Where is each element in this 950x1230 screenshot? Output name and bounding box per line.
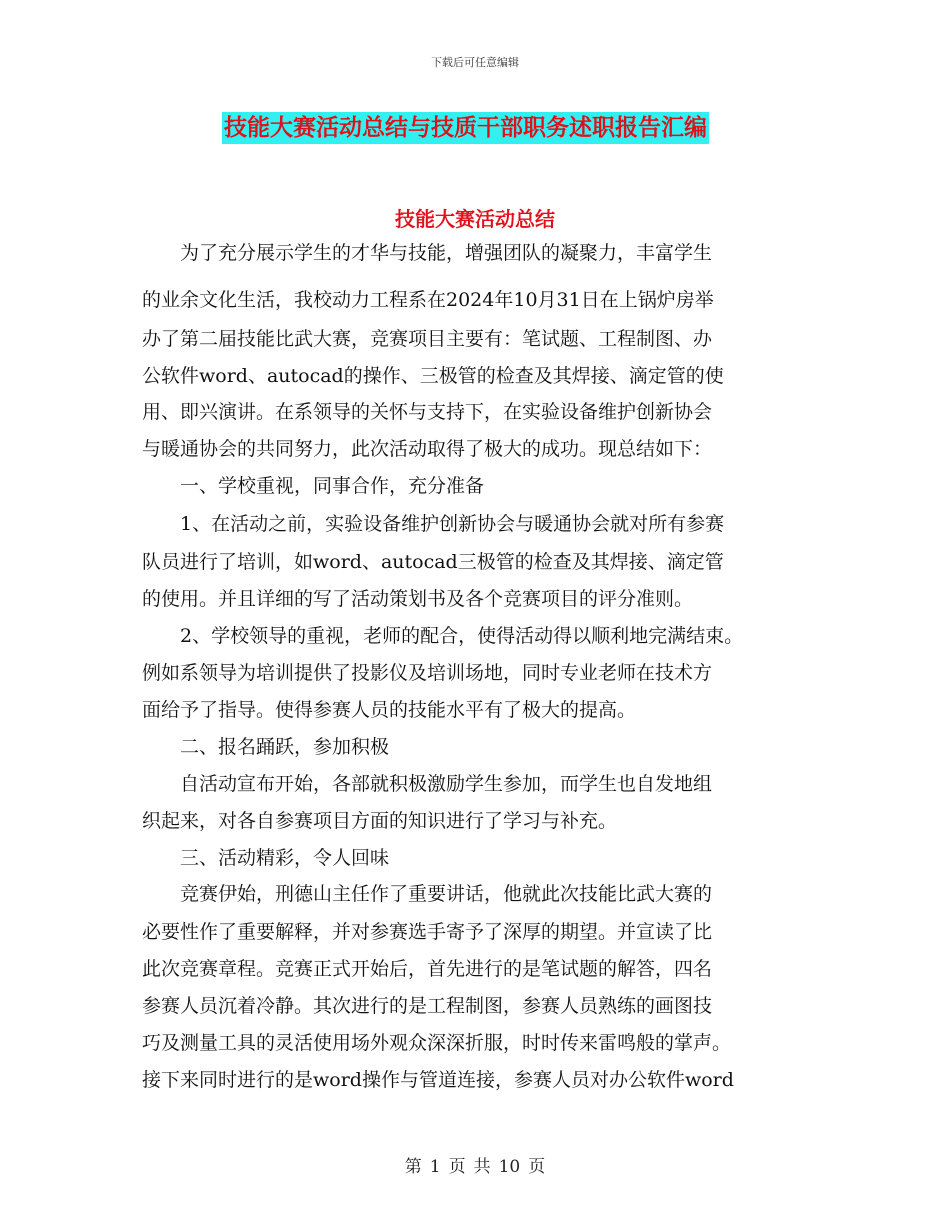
header-note: 下载后可任意编辑 [431, 56, 519, 69]
document-title: 技能大赛活动总结与技质干部职务述职报告汇编 [222, 112, 709, 144]
body-line: 与暖通协会的共同努力，此次活动取得了极大的成功。现总结如下： [142, 438, 713, 460]
body-line: 自活动宣布开始，各部就积极激励学生参加，而学生也自发地组 [142, 773, 713, 795]
page-current: 1 [429, 1157, 441, 1177]
page-label: 第 [404, 1157, 422, 1177]
body-line: 竞赛伊始，刑德山主任作了重要讲话，他就此次技能比武大赛的 [142, 883, 713, 905]
body-line: 1、在活动之前，实验设备维护创新协会与暖通协会就对所有参赛 [142, 513, 725, 535]
body-line: 例如系领导为培训提供了投影仪及培训场地，同时专业老师在技术方 [142, 662, 713, 684]
body-line: 面给予了指导。使得参赛人员的技能水平有了极大的提高。 [142, 699, 637, 721]
body-line: 巧及测量工具的灵活使用场外观众深深折服，时时传来雷鸣般的掌声。 [142, 1032, 732, 1054]
body-line: 的使用。并且详细的写了活动策划书及各个竞赛项目的评分准则。 [142, 588, 694, 610]
page-footer [0, 1152, 950, 1177]
body-line: 此次竞赛章程。竞赛正式开始后，首先进行的是笔试题的解答，四名 [142, 958, 713, 980]
section-title: 技能大赛活动总结 [395, 207, 555, 231]
body-line: 必要性作了重要解释，并对参赛选手寄予了深厚的期望。并宣读了比 [142, 921, 713, 943]
body-line: 参赛人员沉着冷静。其次进行的是工程制图，参赛人员熟练的画图技 [142, 995, 713, 1017]
total-unit: 页 [528, 1157, 546, 1177]
body-line: 办了第二届技能比武大赛，竞赛项目主要有：笔试题、工程制图、办 [142, 328, 713, 350]
body-line: 2、学校领导的重视，老师的配合，使得活动得以顺利地完满结束。 [142, 625, 744, 647]
body-line: 二、报名踊跃，参加积极 [142, 736, 390, 758]
body-line: 队员进行了培训，如word、autocad三极管的检查及其焊接、滴定管 [142, 551, 724, 573]
page-unit: 页 [448, 1157, 466, 1177]
body-line: 为了充分展示学生的才华与技能，增强团队的凝聚力，丰富学生 [142, 242, 713, 264]
body-line: 一、学校重视，同事合作，充分准备 [142, 475, 485, 497]
body-line: 三、活动精彩，令人回味 [142, 847, 390, 869]
total-label: 共 [473, 1157, 491, 1177]
body-line: 接下来同时进行的是word操作与管道连接，参赛人员对办公软件word [142, 1069, 734, 1091]
body-line: 公软件word、autocad的操作、三极管的检查及其焊接、滴定管的使 [142, 365, 724, 387]
body-line: 的业余文化生活，我校动力工程系在2024年10月31日在上锅炉房举 [142, 289, 714, 311]
page-total: 10 [498, 1157, 521, 1177]
body-line: 织起来，对各自参赛项目方面的知识进行了学习与补充。 [142, 810, 618, 832]
body-line: 用、即兴演讲。在系领导的关怀与支持下，在实验设备维护创新协会 [142, 401, 713, 423]
